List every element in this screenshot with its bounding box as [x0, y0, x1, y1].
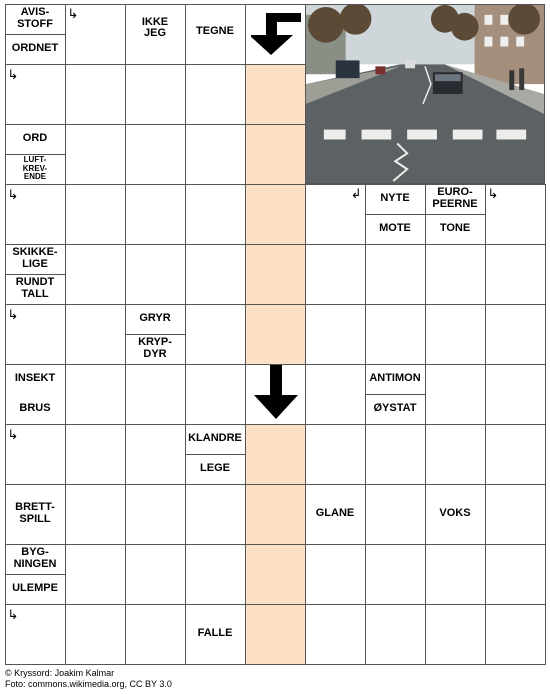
bent-arrow-down-icon	[251, 11, 301, 57]
answer-cell[interactable]	[125, 64, 186, 125]
answer-cell[interactable]	[365, 544, 426, 605]
answer-cell[interactable]	[305, 184, 366, 245]
solution-cell[interactable]	[245, 304, 306, 365]
solution-start-cell	[245, 4, 306, 65]
answer-cell[interactable]	[425, 304, 486, 365]
arrow-down-left-icon: ↲	[350, 185, 362, 201]
clue-cell-r9c8	[425, 484, 486, 545]
solution-cell[interactable]	[245, 484, 306, 545]
arrow-down-right-icon: ↳	[487, 185, 499, 201]
clue-glane: GLANE	[315, 507, 355, 520]
answer-cell[interactable]	[65, 4, 126, 65]
answer-cell[interactable]	[125, 244, 186, 305]
answer-cell[interactable]	[125, 484, 186, 545]
answer-cell[interactable]	[185, 304, 246, 365]
answer-cell[interactable]	[425, 244, 486, 305]
crossword-grid	[5, 4, 545, 664]
clue-cell-r4c7	[365, 184, 426, 245]
answer-cell[interactable]	[485, 424, 546, 485]
solution-cell[interactable]	[245, 424, 306, 485]
clue-ikke-jeg: IKKE JEG	[141, 15, 169, 40]
clue-cell-r3c1	[5, 124, 66, 185]
answer-cell[interactable]	[125, 604, 186, 665]
answer-cell[interactable]	[185, 544, 246, 605]
arrow-down-right-icon: ↳	[67, 5, 79, 21]
clue-krypdyr: KRYP- DYR	[126, 334, 185, 364]
answer-cell[interactable]	[185, 124, 246, 185]
clue-cell-r11c4	[185, 604, 246, 665]
clue-brus: BRUS	[19, 401, 51, 414]
clue-antimon: ANTIMON	[369, 372, 421, 385]
clue-cell-r1c3	[125, 4, 186, 65]
answer-cell[interactable]	[425, 424, 486, 485]
clue-cell-r1c4	[185, 4, 246, 65]
answer-cell[interactable]	[185, 64, 246, 125]
solution-arrow-cell	[245, 364, 306, 425]
arrow-down-right-icon: ↳	[7, 606, 19, 622]
answer-cell[interactable]	[65, 184, 126, 245]
clue-avisstoff: AVIS- STOFF	[17, 6, 53, 30]
clue-luftkrevende: LUFT- KREV- ENDE	[6, 154, 65, 184]
answer-cell[interactable]	[305, 244, 366, 305]
clue-cell-r7c1	[5, 364, 66, 425]
clue-cell-r7c7	[365, 364, 426, 425]
answer-cell[interactable]	[485, 544, 546, 605]
answer-cell[interactable]	[185, 184, 246, 245]
answer-cell[interactable]	[125, 364, 186, 425]
clue-lege: LEGE	[186, 454, 245, 484]
answer-cell[interactable]	[65, 484, 126, 545]
arrow-down-icon	[253, 365, 299, 421]
answer-cell[interactable]	[305, 364, 366, 425]
answer-cell[interactable]	[5, 424, 66, 485]
answer-cell[interactable]	[185, 244, 246, 305]
answer-cell[interactable]	[65, 64, 126, 125]
clue-cell-r4c8	[425, 184, 486, 245]
answer-cell[interactable]	[65, 244, 126, 305]
answer-cell[interactable]	[485, 184, 546, 245]
answer-cell[interactable]	[5, 184, 66, 245]
clue-insekt: INSEKT	[14, 372, 56, 385]
clue-ord: ORD	[22, 132, 48, 145]
clue-oystat: ØYSTAT	[366, 394, 425, 424]
clue-gryr: GRYR	[139, 312, 171, 325]
answer-cell[interactable]	[425, 364, 486, 425]
answer-cell[interactable]	[305, 424, 366, 485]
answer-cell[interactable]	[65, 304, 126, 365]
clue-klandre: KLANDRE	[188, 432, 242, 445]
answer-cell[interactable]	[185, 484, 246, 545]
answer-cell[interactable]	[485, 604, 546, 665]
answer-cell[interactable]	[305, 604, 366, 665]
arrow-down-right-icon: ↳	[7, 66, 19, 82]
clue-nyte: NYTE	[380, 192, 410, 205]
street-photo	[305, 4, 545, 184]
clue-tegne: TEGNE	[196, 24, 234, 37]
arrow-down-right-icon: ↳	[7, 186, 19, 202]
answer-cell[interactable]	[5, 64, 66, 125]
answer-cell[interactable]	[5, 304, 66, 365]
solution-cell[interactable]	[245, 64, 306, 125]
answer-cell[interactable]	[125, 184, 186, 245]
clue-brettspill: BRETT- SPILL	[15, 501, 55, 525]
copyright-credit: © Kryssord: Joakim Kalmar	[5, 668, 115, 678]
clue-cell-r9c1	[5, 484, 66, 545]
answer-cell[interactable]	[365, 244, 426, 305]
answer-cell[interactable]	[365, 484, 426, 545]
answer-cell[interactable]	[425, 544, 486, 605]
answer-cell[interactable]	[125, 544, 186, 605]
photo-credit: Foto: commons.wikimedia.org, CC BY 3.0	[5, 679, 172, 689]
arrow-down-right-icon: ↳	[7, 306, 19, 322]
clue-cell-r8c4	[185, 424, 246, 485]
answer-cell[interactable]	[65, 544, 126, 605]
answer-cell[interactable]	[65, 424, 126, 485]
clue-tone: TONE	[426, 214, 485, 244]
clue-cell-r6c3	[125, 304, 186, 365]
answer-cell[interactable]	[485, 364, 546, 425]
solution-cell[interactable]	[245, 184, 306, 245]
answer-cell[interactable]	[65, 124, 126, 185]
answer-cell[interactable]	[365, 304, 426, 365]
answer-cell[interactable]	[185, 364, 246, 425]
answer-cell[interactable]	[5, 604, 66, 665]
answer-cell[interactable]	[485, 484, 546, 545]
solution-cell[interactable]	[245, 604, 306, 665]
answer-cell[interactable]	[485, 244, 546, 305]
clue-cell-r5c1	[5, 244, 66, 305]
clue-cell-r10c1	[5, 544, 66, 605]
answer-cell[interactable]	[125, 124, 186, 185]
answer-cell[interactable]	[365, 604, 426, 665]
answer-cell[interactable]	[305, 544, 366, 605]
solution-cell[interactable]	[245, 544, 306, 605]
clue-skikkelige: SKIKKE- LIGE	[12, 246, 58, 270]
clue-ulempe: ULEMPE	[6, 574, 65, 604]
answer-cell[interactable]	[485, 304, 546, 365]
clue-mote: MOTE	[366, 214, 425, 244]
arrow-down-right-icon: ↳	[7, 426, 19, 442]
answer-cell[interactable]	[305, 304, 366, 365]
clue-rundt-tall: RUNDT TALL	[6, 274, 65, 304]
clue-falle: FALLE	[197, 627, 233, 640]
clue-europeerne: EURO- PEERNE	[432, 186, 478, 210]
answer-cell[interactable]	[365, 424, 426, 485]
clue-voks: VOKS	[439, 507, 471, 520]
clue-bygningen: BYG- NINGEN	[13, 546, 57, 570]
answer-cell[interactable]	[65, 364, 126, 425]
answer-cell[interactable]	[125, 424, 186, 485]
solution-cell[interactable]	[245, 244, 306, 305]
clue-ordnet: ORDNET	[6, 34, 65, 64]
clue-cell-r9c6	[305, 484, 366, 545]
answer-cell[interactable]	[65, 604, 126, 665]
solution-cell[interactable]	[245, 124, 306, 185]
clue-cell-r1c1	[5, 4, 66, 65]
crosswalk-image	[306, 5, 544, 183]
answer-cell[interactable]	[425, 604, 486, 665]
